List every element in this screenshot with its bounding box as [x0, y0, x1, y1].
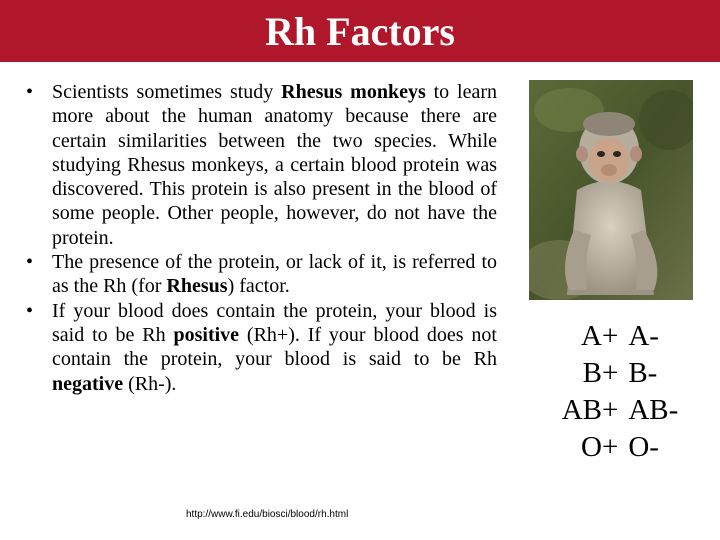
text-segment: The presence of the protein, or lack of it, is referred to as the Rh (for: [52, 251, 497, 298]
blood-type-positive: A+: [581, 320, 619, 352]
bullet-text: [52, 300, 497, 395]
blood-type-negative: O-: [628, 431, 659, 463]
blood-type-row: [545, 355, 695, 392]
bullet-list: [22, 80, 497, 396]
text-segment: ) factor.: [227, 275, 290, 298]
slide-title: Rh Factors: [265, 9, 455, 54]
bullet-dot-icon: •: [26, 251, 34, 274]
bullet-dot-icon: •: [26, 299, 34, 322]
blood-type-positive: AB+: [561, 394, 619, 426]
blood-type-positive: O+: [581, 431, 619, 463]
text-segment: (Rh-).: [123, 372, 177, 395]
blood-type-row: [545, 318, 695, 355]
blood-type-negative: A-: [628, 320, 659, 352]
blood-type-negative: AB-: [628, 394, 679, 426]
bullet-item: [22, 299, 497, 396]
bold-term: Rhesus monkeys: [281, 81, 426, 103]
blood-type-positive: B+: [582, 357, 619, 389]
blood-type-grid: [545, 318, 695, 466]
text-segment: (Rh+). If your blood does not contain the protein, your blood is said to be Rh: [52, 323, 497, 371]
bullet-dot-icon: •: [26, 81, 34, 103]
text-segment: Scientists sometimes study: [52, 81, 282, 103]
blood-type-row: [545, 429, 695, 466]
text-segment: to learn more about the human anatomy because there are certain similarities between the two species. While studying Rhesus monkeys, a certain blood protein was discovered. This protein is also present in the blood of some people. Other people, however, do not have the protein.: [52, 81, 498, 249]
bold-term: Rhesus: [166, 275, 228, 298]
bullet-item: [22, 250, 497, 299]
source-url: http://www.fi.edu/biosci/blood/rh.html: [186, 509, 349, 520]
bold-term: negative: [52, 372, 124, 395]
rhesus-monkey-photo: [529, 80, 693, 300]
blood-type-negative: B-: [628, 357, 658, 389]
bullet-item: [22, 80, 497, 250]
text-segment: If your blood does contain the protein, your blood is said to be Rh: [52, 299, 497, 346]
bullet-text: [52, 81, 497, 249]
blood-type-row: [545, 392, 695, 429]
bullet-text: [52, 251, 497, 297]
bold-term: positive: [173, 323, 240, 346]
